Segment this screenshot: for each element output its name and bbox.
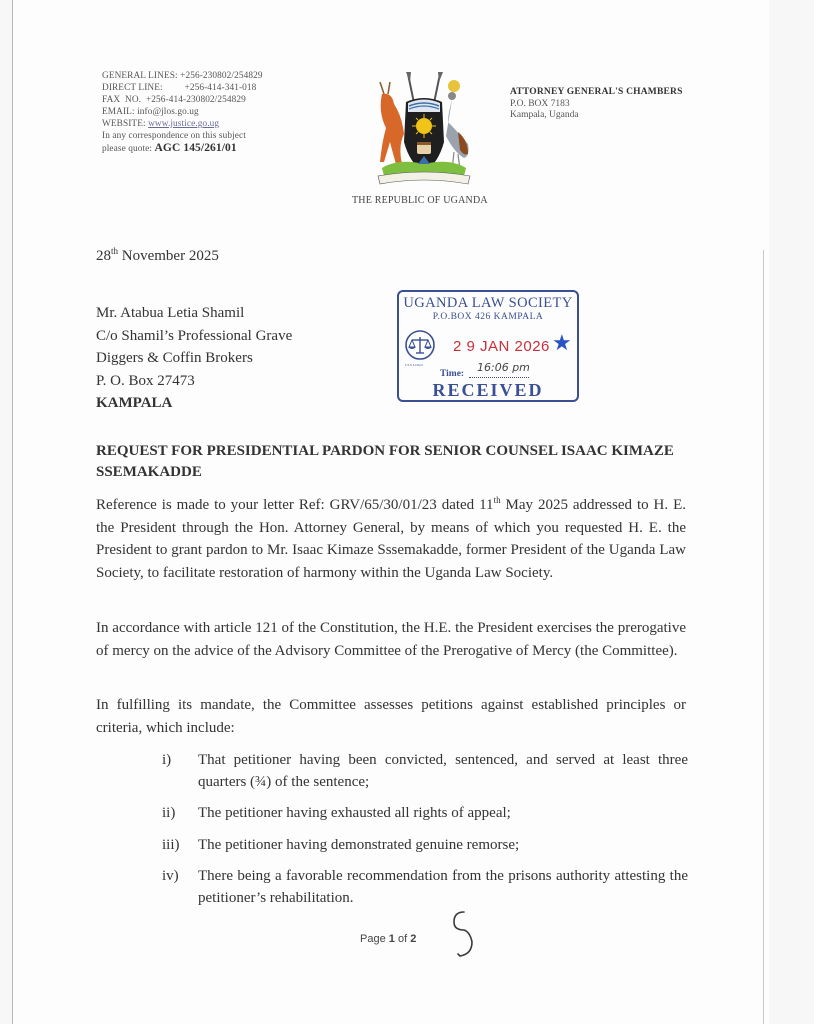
quote-label: please quote: xyxy=(102,144,153,154)
criteria-item xyxy=(162,835,688,857)
stamp-logo-caption: ULS LOGO xyxy=(405,363,424,367)
date-suffix: th xyxy=(111,246,119,256)
website-link[interactable]: www.justice.go.ug xyxy=(148,119,220,129)
contact-label: WEBSITE: xyxy=(102,119,146,129)
stamp-organization: UGANDA LAW SOCIETY xyxy=(403,295,573,311)
paragraph-text: May 2025 addressed to H. E. the President through the Hon. Attorney General, by means of which you requested H. E. the President to grant pardon to Mr. Isaac Kimaze Sssemakadde, former President of the Uganda Law Society, to facilitate restoration of harmony within the Uganda Law Society. xyxy=(96,497,686,581)
criteria-item xyxy=(162,750,688,793)
ordinal-suffix: th xyxy=(493,495,501,505)
uganda-coat-of-arms-icon xyxy=(368,72,480,190)
criteria-number: iv) xyxy=(162,868,179,884)
recipient-city: KAMPALA xyxy=(96,395,173,411)
contact-label: GENERAL LINES: xyxy=(102,71,178,81)
criteria-number: i) xyxy=(162,752,172,768)
contact-general-lines xyxy=(102,70,263,82)
stamp-date: 2 9 JAN 2026 xyxy=(453,338,550,355)
contact-fax xyxy=(102,94,263,106)
contact-direct-line xyxy=(102,82,263,94)
criteria-list xyxy=(162,750,688,919)
criteria-text: That petitioner having been convicted, sentenced, and served at least three quarters (¾) of the sentence; xyxy=(198,752,688,790)
scales-of-justice-icon xyxy=(404,329,436,361)
criteria-item xyxy=(162,803,688,825)
criteria-item xyxy=(162,866,688,909)
contact-label: EMAIL: xyxy=(102,107,135,117)
stamp-box: P.O.BOX 426 KAMPALA xyxy=(432,312,544,322)
date-day: 28 xyxy=(96,248,111,264)
recipient-line: Mr. Atabua Letia Shamil xyxy=(96,305,245,321)
date-month-year: November 2025 xyxy=(121,248,219,264)
current-page: 1 xyxy=(388,933,395,945)
criteria-text: The petitioner having demonstrated genuine remorse; xyxy=(198,836,520,853)
contact-email xyxy=(102,106,263,118)
contact-value: +256-414-341-018 xyxy=(184,83,257,93)
criteria-number: iii) xyxy=(162,836,180,853)
office-box: P.O. BOX 7183 xyxy=(510,98,570,109)
quote-ref-number: AGC 145/261/01 xyxy=(154,142,237,154)
handwritten-mark-icon xyxy=(450,908,476,960)
contact-value: +256-230802/254829 xyxy=(180,71,263,81)
correspondence-note: In any correspondence on this subject xyxy=(102,131,246,141)
republic-caption: THE REPUBLIC OF UGANDA xyxy=(352,195,488,206)
paragraph-mandate: In fulfilling its mandate, the Committee assesses petitions against established principles or criteria, which include: xyxy=(96,697,686,736)
contact-value: +256-414-230802/254829 xyxy=(145,95,246,105)
recipient-address xyxy=(96,302,292,415)
received-stamp xyxy=(397,290,579,402)
stamp-time-line xyxy=(469,377,529,378)
recipient-line: P. O. Box 27473 xyxy=(96,372,195,389)
paragraph-constitution: In accordance with article 121 of the Constitution, the H.E. the President exercises the prerogative of mercy on the advice of the Advisory Committee of the Prerogative of Mercy (the Committee). xyxy=(96,620,686,659)
paragraph-text: Reference is made to your letter Ref: GRV/65/30/01/23 dated 11 xyxy=(96,497,494,513)
letter-subject: REQUEST FOR PRESIDENTIAL PARDON FOR SENIOR COUNSEL ISAAC KIMAZE SSEMAKADDE xyxy=(96,443,674,480)
star-icon: ★ xyxy=(552,330,572,355)
contact-value: info@jlos.go.ug xyxy=(137,107,199,117)
stamp-time-value: 16:06 pm xyxy=(477,361,530,374)
page-edge xyxy=(763,250,764,1024)
recipient-line: C/o Shamil’s Professional Grave xyxy=(96,327,293,344)
criteria-number: ii) xyxy=(162,805,176,821)
office-city: Kampala, Uganda xyxy=(510,110,579,120)
page-word: Page xyxy=(360,933,386,945)
of-word: of xyxy=(397,933,408,945)
page-number xyxy=(360,933,416,945)
stamp-status: RECEIVED xyxy=(432,380,544,400)
criteria-text: There being a favorable recommendation from the prisons authority attesting the petitioner’s rehabilitation. xyxy=(198,868,688,906)
office-title: ATTORNEY GENERAL'S CHAMBERS xyxy=(510,87,683,97)
contact-website xyxy=(102,118,263,130)
letter-date xyxy=(96,246,219,265)
letterhead-contacts xyxy=(102,70,263,155)
paragraph-reference xyxy=(96,494,686,584)
contact-label: FAX NO. xyxy=(102,95,142,105)
office-address xyxy=(510,87,683,122)
quote-reference xyxy=(102,142,263,155)
contact-label: DIRECT LINE: xyxy=(102,83,163,93)
total-pages: 2 xyxy=(410,933,417,945)
recipient-line: Diggers & Coffin Brokers xyxy=(96,350,253,366)
stamp-time-label: Time: xyxy=(440,369,465,379)
criteria-text: The petitioner having exhausted all rights of appeal; xyxy=(198,805,511,821)
